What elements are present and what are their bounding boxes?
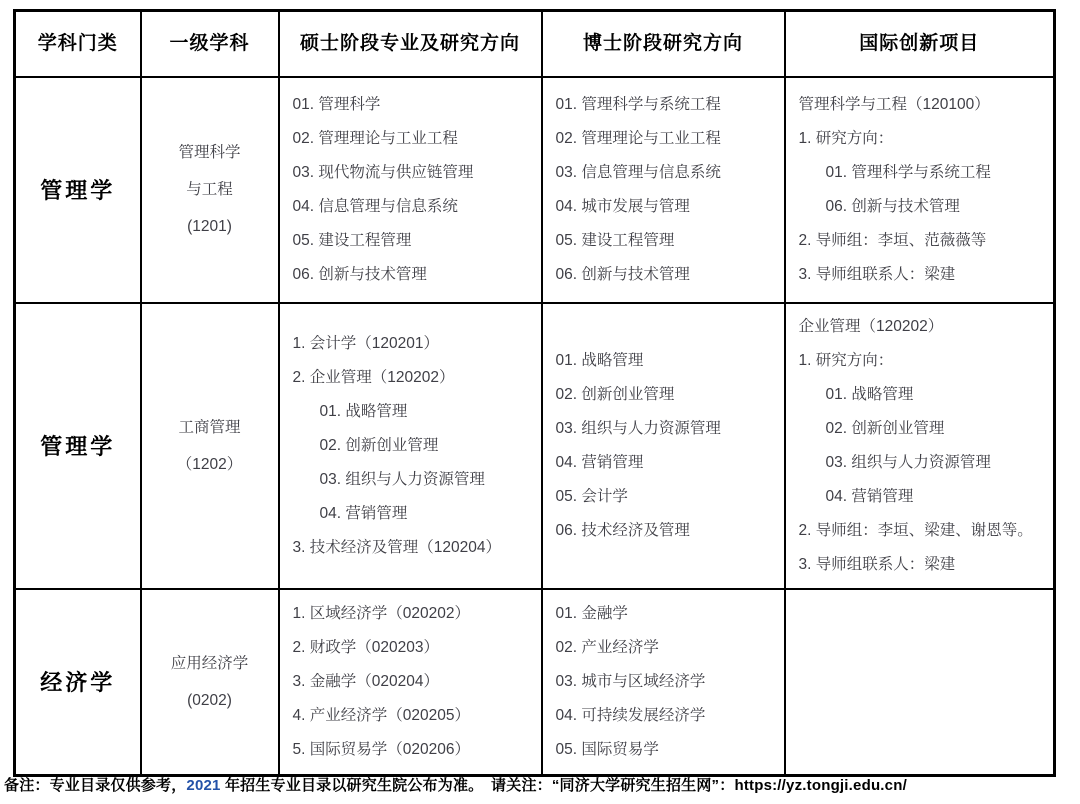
discipline-cell — [141, 303, 279, 589]
doctoral-direction-item: 04. 可持续发展经济学 — [555, 706, 706, 724]
masters-direction-item: 2. 财政学（020203） — [292, 638, 439, 656]
discipline-line: (1201) — [187, 218, 232, 235]
masters-directions-cell — [279, 589, 542, 776]
doctoral-direction-item: 01. 管理科学与系统工程 — [555, 95, 721, 113]
doctoral-directions-cell — [542, 303, 785, 589]
international-program-item: 2. 导师组：李垣、范薇薇等 — [798, 231, 987, 249]
column-header-discipline: 一级学科 — [141, 11, 279, 77]
masters-direction-item: 01. 战略管理 — [319, 402, 408, 420]
column-header-masters: 硕士阶段专业及研究方向 — [279, 11, 542, 77]
masters-direction-item: 1. 会计学（120201） — [292, 334, 439, 352]
discipline-line: (0202) — [187, 691, 232, 709]
international-program-item: 3. 导师组联系人：梁建 — [798, 555, 956, 573]
masters-direction-item: 04. 信息管理与信息系统 — [292, 197, 458, 215]
doctoral-direction-item: 03. 城市与区域经济学 — [555, 672, 706, 690]
discipline-line: 应用经济学 — [170, 654, 249, 672]
masters-direction-item: 3. 金融学（020204） — [292, 672, 439, 690]
international-program-cell — [785, 303, 1055, 589]
category-cell: 管理学 — [15, 303, 141, 589]
masters-direction-item: 06. 创新与技术管理 — [292, 265, 427, 283]
doctoral-direction-item: 06. 创新与技术管理 — [555, 265, 690, 283]
column-header-category: 学科门类 — [15, 11, 141, 77]
doctoral-direction-item: 05. 会计学 — [555, 487, 628, 505]
international-program-cell — [785, 77, 1055, 303]
website-url: https://yz.tongji.edu.cn/ — [734, 777, 907, 794]
footer-note — [4, 774, 907, 795]
admissions-catalog-table — [13, 9, 1056, 777]
doctoral-direction-item: 03. 组织与人力资源管理 — [555, 419, 721, 437]
masters-direction-item: 5. 国际贸易学（020206） — [292, 740, 470, 758]
masters-direction-item: 03. 组织与人力资源管理 — [319, 470, 485, 488]
doctoral-direction-item: 06. 技术经济及管理 — [555, 521, 690, 539]
doctoral-direction-item: 02. 管理理论与工业工程 — [555, 129, 721, 147]
masters-direction-item: 1. 区域经济学（020202） — [292, 604, 470, 622]
masters-directions-cell — [279, 77, 542, 303]
doctoral-directions-cell — [542, 77, 785, 303]
international-program-item: 01. 管理科学与系统工程 — [825, 163, 991, 181]
international-program-item: 04. 营销管理 — [825, 487, 914, 505]
international-program-item: 企业管理（120202） — [798, 317, 944, 335]
doctoral-direction-item: 01. 金融学 — [555, 604, 628, 622]
doctoral-direction-item: 05. 建设工程管理 — [555, 231, 675, 249]
masters-direction-item: 02. 管理理论与工业工程 — [292, 129, 458, 147]
column-header-doctoral: 博士阶段研究方向 — [542, 11, 785, 77]
international-program-item: 1. 研究方向： — [798, 351, 894, 369]
international-program-item: 管理科学与工程（120100） — [798, 95, 990, 113]
doctoral-direction-item: 03. 信息管理与信息系统 — [555, 163, 721, 181]
doctoral-direction-item: 02. 创新创业管理 — [555, 385, 675, 403]
discipline-line: （1202） — [176, 455, 243, 473]
masters-direction-item: 05. 建设工程管理 — [292, 231, 412, 249]
doctoral-directions-cell — [542, 589, 785, 776]
masters-direction-item: 3. 技术经济及管理（120204） — [292, 538, 501, 556]
doctoral-direction-item: 04. 城市发展与管理 — [555, 197, 690, 215]
discipline-line: 与工程 — [186, 181, 233, 198]
discipline-line: 管理科学 — [178, 144, 241, 161]
masters-direction-item: 03. 现代物流与供应链管理 — [292, 163, 474, 181]
international-program-item: 2. 导师组：李垣、梁建、谢恩等。 — [798, 521, 1033, 539]
discipline-cell — [141, 589, 279, 776]
column-header-international: 国际创新项目 — [785, 11, 1055, 77]
note-body: 年招生专业目录以研究生院公布为准。 请关注：“同济大学研究生招生网”： — [220, 777, 735, 794]
doctoral-direction-item: 04. 营销管理 — [555, 453, 644, 471]
international-program-item: 1. 研究方向： — [798, 129, 894, 147]
international-program-cell — [785, 589, 1055, 776]
category-cell: 经济学 — [15, 589, 141, 776]
masters-direction-item: 4. 产业经济学（020205） — [292, 706, 470, 724]
note-prefix: 备注：专业目录仅供参考， — [4, 777, 187, 794]
international-program-item: 02. 创新创业管理 — [825, 419, 945, 437]
discipline-cell — [141, 77, 279, 303]
table-row — [15, 589, 1055, 776]
header-row — [15, 11, 1055, 77]
table-row — [15, 77, 1055, 303]
discipline-line: 工商管理 — [178, 418, 241, 436]
doctoral-direction-item: 01. 战略管理 — [555, 351, 644, 369]
masters-direction-item: 01. 管理科学 — [292, 95, 381, 113]
doctoral-direction-item: 05. 国际贸易学 — [555, 740, 659, 758]
doctoral-direction-item: 02. 产业经济学 — [555, 638, 659, 656]
international-program-item: 01. 战略管理 — [825, 385, 914, 403]
international-program-item: 03. 组织与人力资源管理 — [825, 453, 991, 471]
note-year: 2021 — [186, 777, 221, 794]
masters-direction-item: 04. 营销管理 — [319, 504, 408, 522]
table-row — [15, 303, 1055, 589]
masters-directions-cell — [279, 303, 542, 589]
masters-direction-item: 02. 创新创业管理 — [319, 436, 439, 454]
international-program-item: 3. 导师组联系人：梁建 — [798, 265, 956, 283]
international-program-item: 06. 创新与技术管理 — [825, 197, 960, 215]
category-cell: 管理学 — [15, 77, 141, 303]
masters-direction-item: 2. 企业管理（120202） — [292, 368, 455, 386]
